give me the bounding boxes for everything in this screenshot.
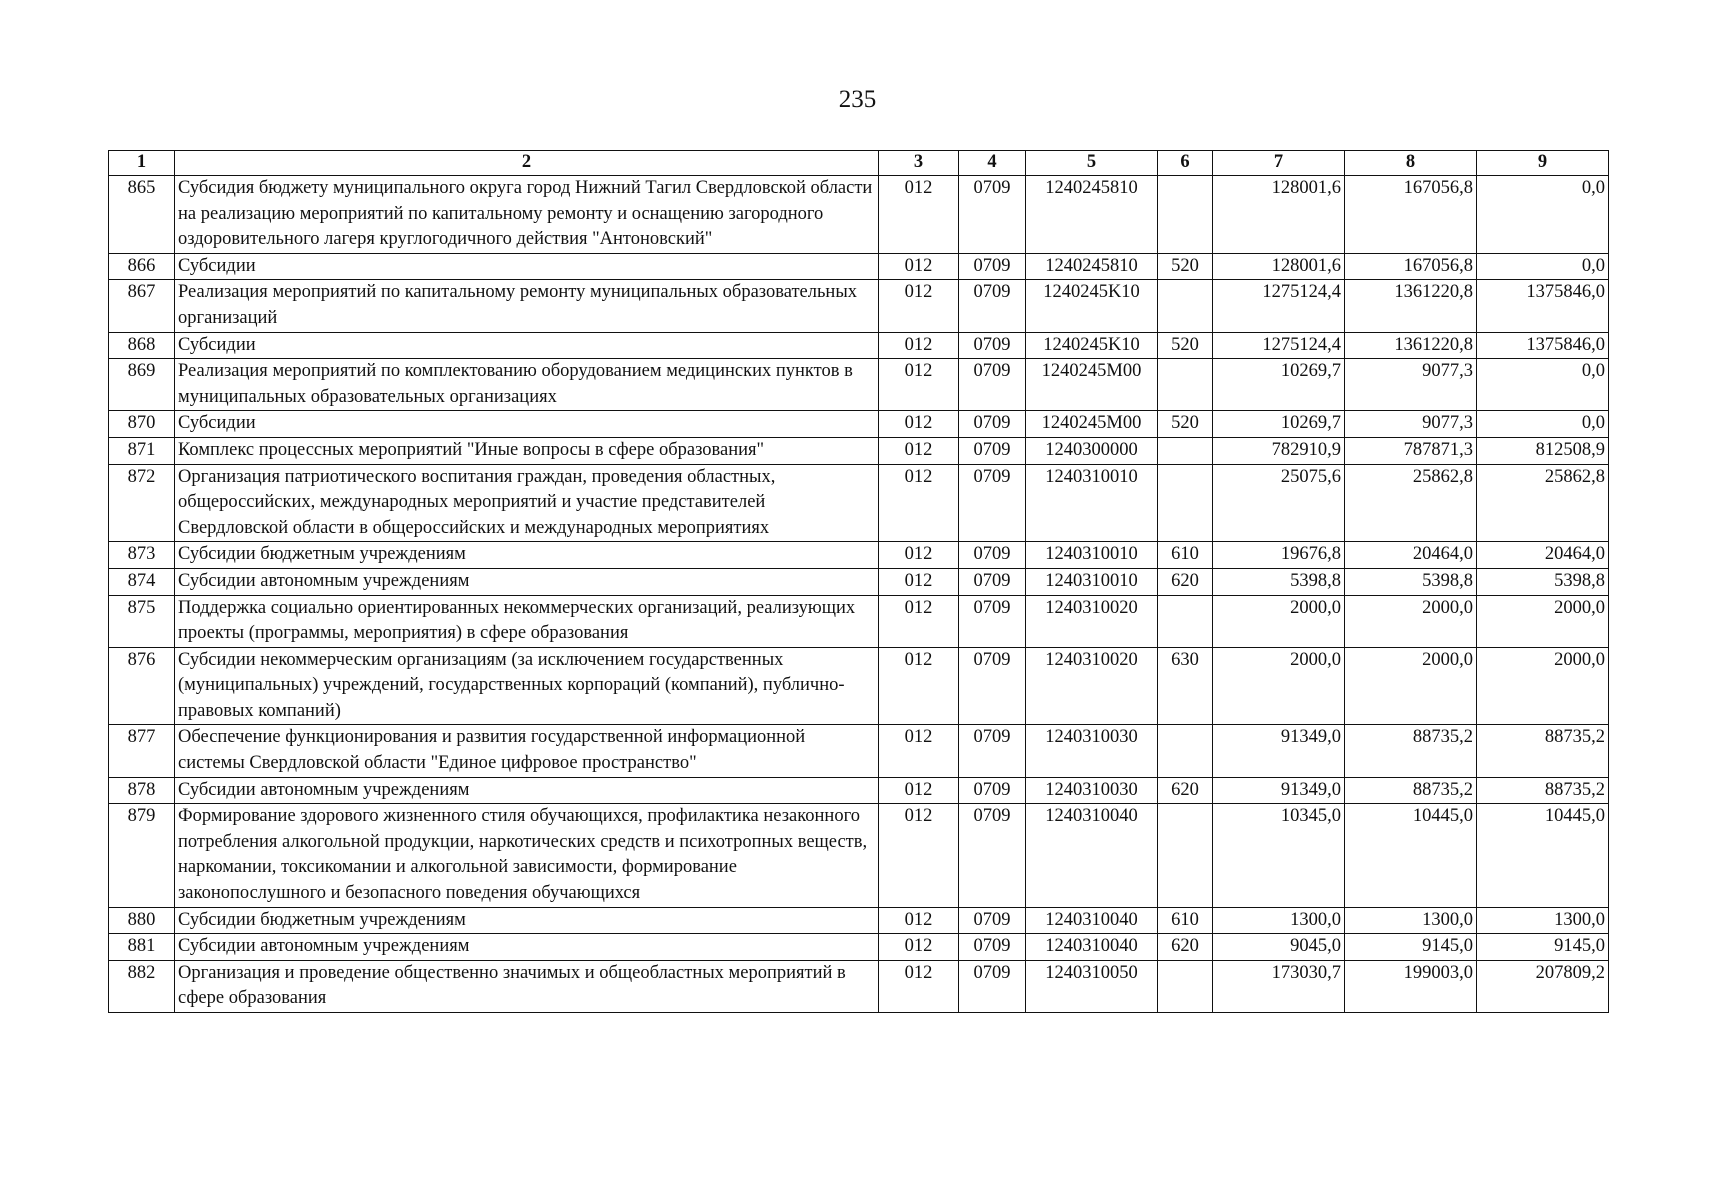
table-row bbox=[109, 542, 1609, 569]
amount-year-1: 10269,7 bbox=[1213, 411, 1345, 438]
amount-year-2: 2000,0 bbox=[1345, 647, 1477, 725]
ministry-code: 012 bbox=[879, 725, 959, 777]
amount-year-3: 2000,0 bbox=[1477, 647, 1609, 725]
table-row bbox=[109, 411, 1609, 438]
amount-year-3: 1375846,0 bbox=[1477, 280, 1609, 332]
section-code: 0709 bbox=[959, 437, 1026, 464]
row-name: Формирование здорового жизненного стиля обучающихся, профилактика незаконного потребления алкогольной продукции, наркотических средств и психотропных веществ, наркомании, токсикомании и алкогольной зависимости, формирование законопослушного и безопасного поведения обучающихся bbox=[175, 804, 879, 907]
target-article-code: 1240310010 bbox=[1026, 568, 1158, 595]
target-article-code: 1240310030 bbox=[1026, 777, 1158, 804]
amount-year-3: 25862,8 bbox=[1477, 464, 1609, 542]
table-row bbox=[109, 568, 1609, 595]
amount-year-3: 88735,2 bbox=[1477, 725, 1609, 777]
row-name: Субсидии бюджетным учреждениям bbox=[175, 907, 879, 934]
section-code: 0709 bbox=[959, 359, 1026, 411]
amount-year-1: 128001,6 bbox=[1213, 176, 1345, 254]
expense-type-code bbox=[1158, 359, 1213, 411]
row-name: Субсидии некоммерческим организациям (за исключением государственных (муниципальных) учреждений, государственных корпораций (компаний), публично-правовых компаний) bbox=[175, 647, 879, 725]
section-code: 0709 bbox=[959, 777, 1026, 804]
row-number: 876 bbox=[109, 647, 175, 725]
amount-year-3: 0,0 bbox=[1477, 176, 1609, 254]
amount-year-2: 20464,0 bbox=[1345, 542, 1477, 569]
amount-year-2: 787871,3 bbox=[1345, 437, 1477, 464]
target-article-code: 1240310020 bbox=[1026, 647, 1158, 725]
ministry-code: 012 bbox=[879, 359, 959, 411]
expense-type-code: 620 bbox=[1158, 934, 1213, 961]
expense-type-code: 610 bbox=[1158, 542, 1213, 569]
amount-year-2: 1300,0 bbox=[1345, 907, 1477, 934]
section-code: 0709 bbox=[959, 804, 1026, 907]
ministry-code: 012 bbox=[879, 568, 959, 595]
section-code: 0709 bbox=[959, 960, 1026, 1012]
amount-year-1: 173030,7 bbox=[1213, 960, 1345, 1012]
table-row bbox=[109, 725, 1609, 777]
amount-year-1: 2000,0 bbox=[1213, 647, 1345, 725]
amount-year-3: 0,0 bbox=[1477, 411, 1609, 438]
row-name: Поддержка социально ориентированных некоммерческих организаций, реализующих проекты (программы, мероприятия) в сфере образования bbox=[175, 595, 879, 647]
ministry-code: 012 bbox=[879, 332, 959, 359]
amount-year-3: 207809,2 bbox=[1477, 960, 1609, 1012]
table-row bbox=[109, 280, 1609, 332]
section-code: 0709 bbox=[959, 595, 1026, 647]
ministry-code: 012 bbox=[879, 411, 959, 438]
row-number: 874 bbox=[109, 568, 175, 595]
column-header-2: 2 bbox=[175, 151, 879, 176]
amount-year-2: 167056,8 bbox=[1345, 253, 1477, 280]
section-code: 0709 bbox=[959, 332, 1026, 359]
amount-year-1: 91349,0 bbox=[1213, 725, 1345, 777]
table-row bbox=[109, 464, 1609, 542]
ministry-code: 012 bbox=[879, 804, 959, 907]
amount-year-3: 20464,0 bbox=[1477, 542, 1609, 569]
row-number: 869 bbox=[109, 359, 175, 411]
section-code: 0709 bbox=[959, 647, 1026, 725]
expense-type-code: 630 bbox=[1158, 647, 1213, 725]
header-row bbox=[109, 151, 1609, 176]
target-article-code: 1240245810 bbox=[1026, 253, 1158, 280]
row-name: Субсидия бюджету муниципального округа город Нижний Тагил Свердловской области на реализацию мероприятий по капитальному ремонту и оснащению загородного оздоровительного лагеря круглогодичного действия "Антоновский" bbox=[175, 176, 879, 254]
table-row bbox=[109, 960, 1609, 1012]
amount-year-1: 10345,0 bbox=[1213, 804, 1345, 907]
table-row bbox=[109, 595, 1609, 647]
ministry-code: 012 bbox=[879, 777, 959, 804]
row-name: Субсидии бюджетным учреждениям bbox=[175, 542, 879, 569]
ministry-code: 012 bbox=[879, 464, 959, 542]
row-number: 871 bbox=[109, 437, 175, 464]
column-header-7: 7 bbox=[1213, 151, 1345, 176]
amount-year-1: 19676,8 bbox=[1213, 542, 1345, 569]
amount-year-3: 88735,2 bbox=[1477, 777, 1609, 804]
target-article-code: 1240310040 bbox=[1026, 907, 1158, 934]
amount-year-1: 10269,7 bbox=[1213, 359, 1345, 411]
target-article-code: 1240310010 bbox=[1026, 464, 1158, 542]
expense-type-code: 620 bbox=[1158, 777, 1213, 804]
page-number: 235 bbox=[838, 86, 877, 113]
row-name: Обеспечение функционирования и развития государственной информационной системы Свердловской области "Единое цифровое пространство" bbox=[175, 725, 879, 777]
section-code: 0709 bbox=[959, 280, 1026, 332]
ministry-code: 012 bbox=[879, 647, 959, 725]
expense-type-code bbox=[1158, 595, 1213, 647]
expense-type-code bbox=[1158, 464, 1213, 542]
column-header-8: 8 bbox=[1345, 151, 1477, 176]
amount-year-2: 199003,0 bbox=[1345, 960, 1477, 1012]
table-row bbox=[109, 804, 1609, 907]
row-number: 873 bbox=[109, 542, 175, 569]
section-code: 0709 bbox=[959, 725, 1026, 777]
target-article-code: 1240300000 bbox=[1026, 437, 1158, 464]
row-name: Комплекс процессных мероприятий "Иные вопросы в сфере образования" bbox=[175, 437, 879, 464]
amount-year-3: 0,0 bbox=[1477, 359, 1609, 411]
table-row bbox=[109, 332, 1609, 359]
amount-year-2: 9077,3 bbox=[1345, 359, 1477, 411]
ministry-code: 012 bbox=[879, 176, 959, 254]
row-number: 877 bbox=[109, 725, 175, 777]
target-article-code: 1240245K10 bbox=[1026, 332, 1158, 359]
row-number: 875 bbox=[109, 595, 175, 647]
row-name: Субсидии bbox=[175, 411, 879, 438]
amount-year-2: 9077,3 bbox=[1345, 411, 1477, 438]
column-header-5: 5 bbox=[1026, 151, 1158, 176]
row-number: 867 bbox=[109, 280, 175, 332]
section-code: 0709 bbox=[959, 176, 1026, 254]
target-article-code: 1240245810 bbox=[1026, 176, 1158, 254]
row-number: 879 bbox=[109, 804, 175, 907]
section-code: 0709 bbox=[959, 464, 1026, 542]
expense-type-code bbox=[1158, 437, 1213, 464]
ministry-code: 012 bbox=[879, 595, 959, 647]
row-number: 870 bbox=[109, 411, 175, 438]
table-row bbox=[109, 934, 1609, 961]
target-article-code: 1240310020 bbox=[1026, 595, 1158, 647]
amount-year-2: 10445,0 bbox=[1345, 804, 1477, 907]
section-code: 0709 bbox=[959, 411, 1026, 438]
amount-year-3: 812508,9 bbox=[1477, 437, 1609, 464]
budget-table bbox=[108, 150, 1609, 1013]
column-header-1: 1 bbox=[109, 151, 175, 176]
amount-year-3: 5398,8 bbox=[1477, 568, 1609, 595]
row-number: 872 bbox=[109, 464, 175, 542]
amount-year-3: 0,0 bbox=[1477, 253, 1609, 280]
amount-year-3: 2000,0 bbox=[1477, 595, 1609, 647]
amount-year-1: 1275124,4 bbox=[1213, 280, 1345, 332]
row-number: 882 bbox=[109, 960, 175, 1012]
amount-year-1: 9045,0 bbox=[1213, 934, 1345, 961]
ministry-code: 012 bbox=[879, 907, 959, 934]
table-row bbox=[109, 359, 1609, 411]
target-article-code: 1240310050 bbox=[1026, 960, 1158, 1012]
row-name: Субсидии bbox=[175, 332, 879, 359]
amount-year-1: 5398,8 bbox=[1213, 568, 1345, 595]
expense-type-code: 520 bbox=[1158, 253, 1213, 280]
table-row bbox=[109, 907, 1609, 934]
ministry-code: 012 bbox=[879, 542, 959, 569]
table-row bbox=[109, 777, 1609, 804]
amount-year-2: 1361220,8 bbox=[1345, 332, 1477, 359]
expense-type-code bbox=[1158, 960, 1213, 1012]
ministry-code: 012 bbox=[879, 960, 959, 1012]
amount-year-2: 2000,0 bbox=[1345, 595, 1477, 647]
row-number: 868 bbox=[109, 332, 175, 359]
target-article-code: 1240245M00 bbox=[1026, 411, 1158, 438]
table-row bbox=[109, 253, 1609, 280]
amount-year-3: 9145,0 bbox=[1477, 934, 1609, 961]
section-code: 0709 bbox=[959, 253, 1026, 280]
column-header-3: 3 bbox=[879, 151, 959, 176]
amount-year-2: 88735,2 bbox=[1345, 777, 1477, 804]
table-row bbox=[109, 176, 1609, 254]
target-article-code: 1240310010 bbox=[1026, 542, 1158, 569]
target-article-code: 1240310040 bbox=[1026, 804, 1158, 907]
section-code: 0709 bbox=[959, 907, 1026, 934]
amount-year-1: 1275124,4 bbox=[1213, 332, 1345, 359]
ministry-code: 012 bbox=[879, 934, 959, 961]
amount-year-2: 5398,8 bbox=[1345, 568, 1477, 595]
amount-year-3: 10445,0 bbox=[1477, 804, 1609, 907]
section-code: 0709 bbox=[959, 934, 1026, 961]
column-header-4: 4 bbox=[959, 151, 1026, 176]
column-header-6: 6 bbox=[1158, 151, 1213, 176]
amount-year-2: 1361220,8 bbox=[1345, 280, 1477, 332]
expense-type-code bbox=[1158, 725, 1213, 777]
row-name: Организация и проведение общественно значимых и общеобластных мероприятий в сфере образования bbox=[175, 960, 879, 1012]
target-article-code: 1240245K10 bbox=[1026, 280, 1158, 332]
target-article-code: 1240310040 bbox=[1026, 934, 1158, 961]
amount-year-3: 1300,0 bbox=[1477, 907, 1609, 934]
row-name: Субсидии автономным учреждениям bbox=[175, 934, 879, 961]
expense-type-code: 620 bbox=[1158, 568, 1213, 595]
expense-type-code: 520 bbox=[1158, 411, 1213, 438]
table-row bbox=[109, 437, 1609, 464]
column-header-9: 9 bbox=[1477, 151, 1609, 176]
expense-type-code bbox=[1158, 280, 1213, 332]
amount-year-1: 2000,0 bbox=[1213, 595, 1345, 647]
amount-year-1: 1300,0 bbox=[1213, 907, 1345, 934]
target-article-code: 1240245M00 bbox=[1026, 359, 1158, 411]
expense-type-code bbox=[1158, 804, 1213, 907]
row-name: Организация патриотического воспитания граждан, проведения областных, общероссийских, международных мероприятий и участие представителей Свердловской области в общероссийских и международных мероприятиях bbox=[175, 464, 879, 542]
row-number: 880 bbox=[109, 907, 175, 934]
row-number: 881 bbox=[109, 934, 175, 961]
table-row bbox=[109, 647, 1609, 725]
amount-year-2: 167056,8 bbox=[1345, 176, 1477, 254]
amount-year-2: 9145,0 bbox=[1345, 934, 1477, 961]
ministry-code: 012 bbox=[879, 253, 959, 280]
amount-year-2: 25862,8 bbox=[1345, 464, 1477, 542]
row-number: 865 bbox=[109, 176, 175, 254]
row-name: Реализация мероприятий по комплектованию оборудованием медицинских пунктов в муниципальных образовательных организациях bbox=[175, 359, 879, 411]
section-code: 0709 bbox=[959, 568, 1026, 595]
amount-year-3: 1375846,0 bbox=[1477, 332, 1609, 359]
amount-year-1: 25075,6 bbox=[1213, 464, 1345, 542]
ministry-code: 012 bbox=[879, 437, 959, 464]
row-name: Субсидии bbox=[175, 253, 879, 280]
expense-type-code: 520 bbox=[1158, 332, 1213, 359]
ministry-code: 012 bbox=[879, 280, 959, 332]
amount-year-1: 91349,0 bbox=[1213, 777, 1345, 804]
amount-year-1: 782910,9 bbox=[1213, 437, 1345, 464]
section-code: 0709 bbox=[959, 542, 1026, 569]
row-name: Субсидии автономным учреждениям bbox=[175, 568, 879, 595]
row-name: Реализация мероприятий по капитальному ремонту муниципальных образовательных организаций bbox=[175, 280, 879, 332]
row-name: Субсидии автономным учреждениям bbox=[175, 777, 879, 804]
row-number: 866 bbox=[109, 253, 175, 280]
expense-type-code bbox=[1158, 176, 1213, 254]
target-article-code: 1240310030 bbox=[1026, 725, 1158, 777]
expense-type-code: 610 bbox=[1158, 907, 1213, 934]
row-number: 878 bbox=[109, 777, 175, 804]
amount-year-2: 88735,2 bbox=[1345, 725, 1477, 777]
amount-year-1: 128001,6 bbox=[1213, 253, 1345, 280]
